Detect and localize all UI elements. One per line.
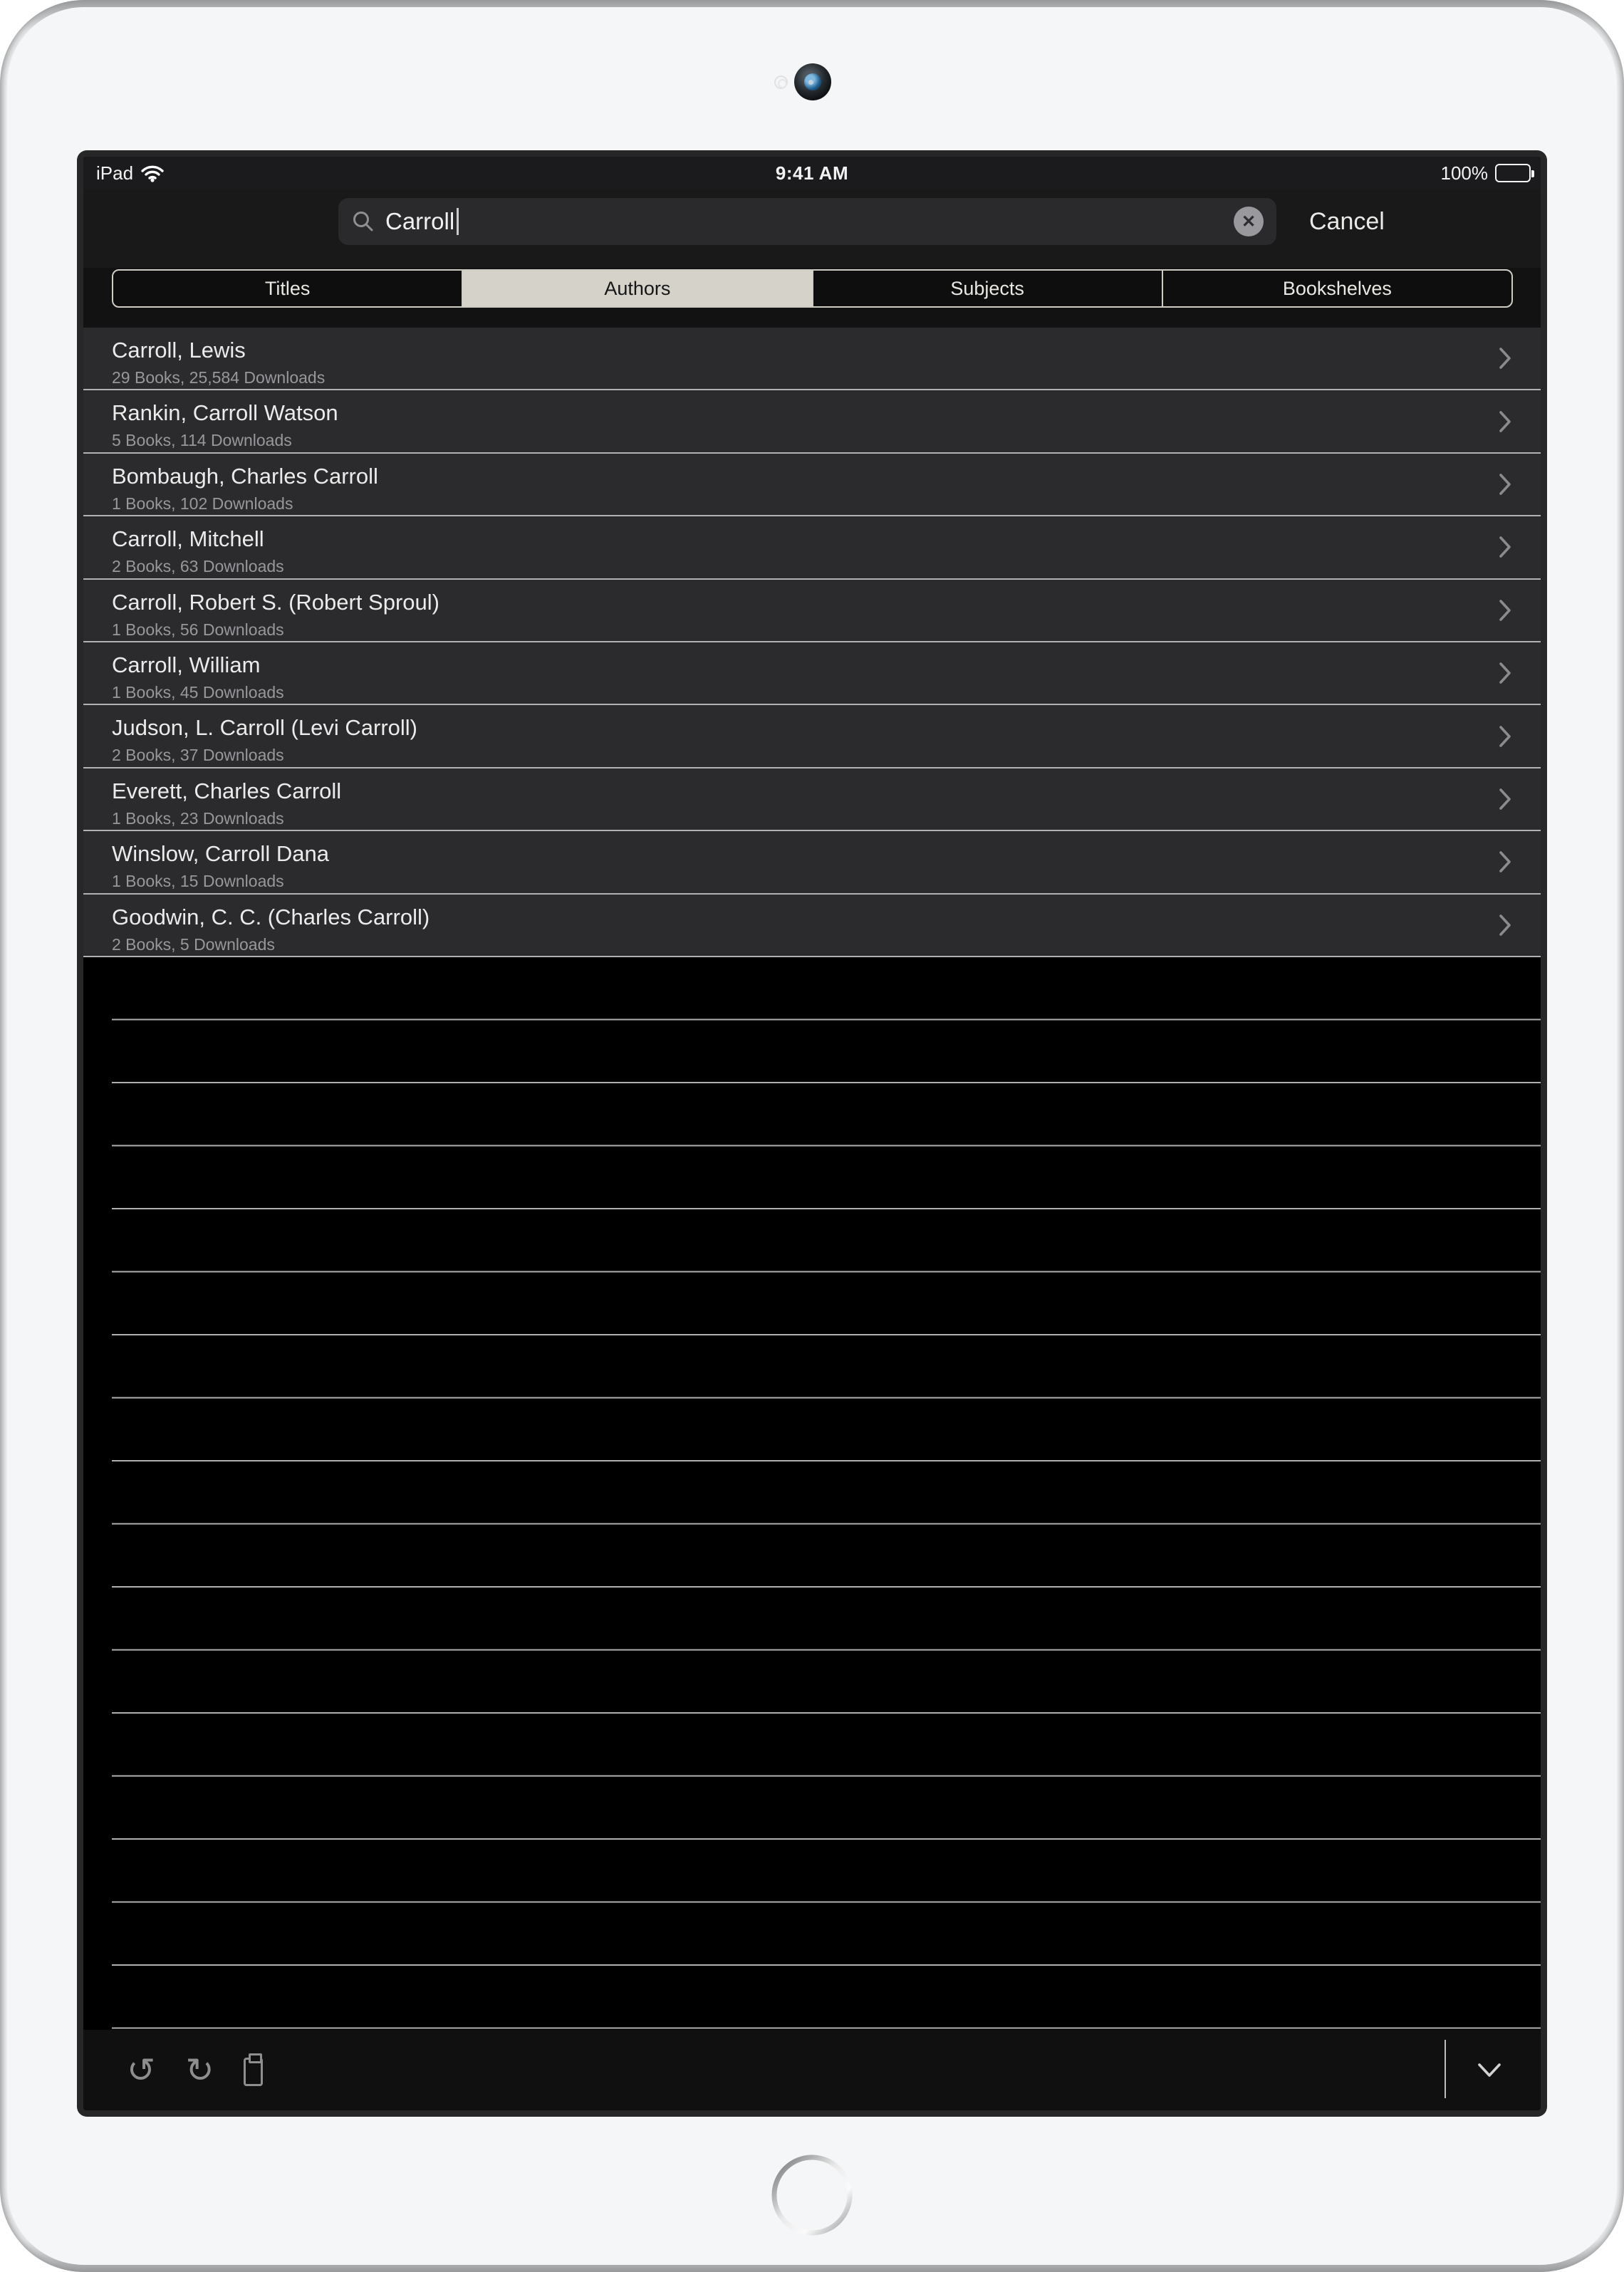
author-row[interactable] bbox=[83, 454, 1541, 516]
undo-icon[interactable]: ↺ bbox=[127, 2050, 156, 2090]
author-name: Rankin, Carroll Watson bbox=[112, 400, 338, 426]
redo-icon[interactable]: ↻ bbox=[185, 2050, 214, 2090]
row-separators bbox=[112, 957, 1541, 2030]
chevron-right-icon bbox=[1498, 661, 1512, 685]
toolbar-divider bbox=[1445, 2040, 1446, 2098]
clear-search-button[interactable]: ✕ bbox=[1234, 207, 1264, 236]
cancel-button[interactable]: Cancel bbox=[1309, 207, 1385, 235]
scope-tab[interactable] bbox=[463, 271, 813, 306]
author-meta: 1 Books, 23 Downloads bbox=[112, 808, 284, 828]
status-bar bbox=[83, 157, 1541, 189]
author-row[interactable] bbox=[83, 642, 1541, 705]
dismiss-keyboard-button[interactable] bbox=[1474, 2030, 1505, 2110]
scope-tab-label: Subjects bbox=[950, 277, 1024, 299]
author-name: Carroll, William bbox=[112, 652, 261, 677]
author-name: Goodwin, C. C. (Charles Carroll) bbox=[112, 904, 430, 929]
paste-icon[interactable] bbox=[244, 2058, 263, 2086]
clock-label: 9:41 AM bbox=[775, 162, 849, 184]
home-button[interactable] bbox=[769, 2152, 855, 2238]
empty-rows-area bbox=[83, 957, 1541, 2030]
author-row[interactable] bbox=[83, 390, 1541, 453]
chevron-right-icon bbox=[1498, 346, 1512, 370]
magnifier-icon bbox=[351, 209, 375, 234]
author-row[interactable] bbox=[83, 580, 1541, 642]
author-results-list bbox=[83, 328, 1541, 957]
chevron-right-icon bbox=[1498, 410, 1512, 434]
ambient-light-sensor-icon bbox=[774, 75, 788, 89]
chevron-right-icon bbox=[1498, 850, 1512, 874]
author-meta: 5 Books, 114 Downloads bbox=[112, 431, 292, 450]
chevron-right-icon bbox=[1498, 598, 1512, 622]
search-value: Carroll bbox=[385, 208, 455, 234]
author-row[interactable] bbox=[83, 516, 1541, 579]
author-row[interactable] bbox=[83, 328, 1541, 390]
author-meta: 1 Books, 102 Downloads bbox=[112, 494, 293, 513]
battery-percent-label: 100% bbox=[1440, 162, 1488, 184]
author-row[interactable] bbox=[83, 831, 1541, 894]
author-meta: 1 Books, 15 Downloads bbox=[112, 872, 284, 891]
author-name: Judson, L. Carroll (Levi Carroll) bbox=[112, 715, 417, 741]
text-cursor bbox=[457, 208, 459, 235]
chevron-right-icon bbox=[1498, 472, 1512, 496]
segmented-band bbox=[83, 268, 1541, 328]
scope-segmented-control bbox=[112, 269, 1513, 308]
chevron-down-icon bbox=[1474, 2061, 1505, 2080]
front-camera-icon bbox=[794, 63, 831, 100]
chevron-right-icon bbox=[1498, 913, 1512, 937]
screen bbox=[77, 150, 1547, 2117]
author-meta: 1 Books, 56 Downloads bbox=[112, 620, 284, 639]
author-meta: 29 Books, 25,584 Downloads bbox=[112, 368, 326, 387]
author-name: Carroll, Mitchell bbox=[112, 526, 264, 552]
author-name: Winslow, Carroll Dana bbox=[112, 841, 329, 867]
battery-icon bbox=[1495, 164, 1531, 182]
author-name: Bombaugh, Charles Carroll bbox=[112, 463, 378, 489]
scope-tab[interactable] bbox=[1163, 271, 1511, 306]
author-row[interactable] bbox=[83, 768, 1541, 831]
author-meta: 1 Books, 45 Downloads bbox=[112, 682, 284, 702]
scope-tab[interactable] bbox=[113, 271, 463, 306]
author-meta: 2 Books, 63 Downloads bbox=[112, 557, 284, 576]
author-name: Carroll, Lewis bbox=[112, 338, 246, 363]
author-row[interactable] bbox=[83, 705, 1541, 768]
chevron-right-icon bbox=[1498, 535, 1512, 559]
carrier-label: iPad bbox=[96, 162, 134, 184]
author-meta: 2 Books, 37 Downloads bbox=[112, 746, 284, 765]
author-row[interactable] bbox=[83, 895, 1541, 957]
keyboard-accessory-toolbar bbox=[83, 2030, 1541, 2110]
chevron-right-icon bbox=[1498, 787, 1512, 811]
scope-tab[interactable] bbox=[813, 271, 1163, 306]
scope-tab-label: Authors bbox=[604, 277, 671, 299]
author-meta: 2 Books, 5 Downloads bbox=[112, 934, 275, 954]
author-name: Everett, Charles Carroll bbox=[112, 778, 342, 803]
author-name: Carroll, Robert S. (Robert Sproul) bbox=[112, 589, 439, 615]
search-header bbox=[83, 189, 1541, 268]
search-input[interactable] bbox=[338, 198, 1276, 245]
app-content bbox=[83, 157, 1541, 2110]
scope-tab-label: Titles bbox=[264, 277, 311, 299]
scope-tab-label: Bookshelves bbox=[1282, 277, 1392, 299]
chevron-right-icon bbox=[1498, 724, 1512, 749]
